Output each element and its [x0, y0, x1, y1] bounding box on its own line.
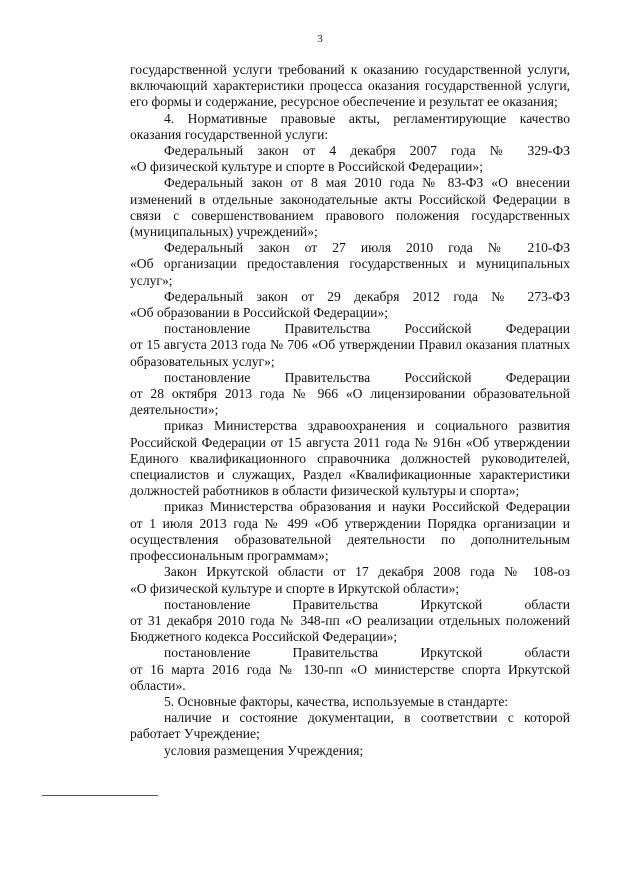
paragraph-line: осуществления образовательной деятельности по дополнительным — [130, 531, 570, 547]
paragraph-line: должностей работников в области физической культуры и спорта»; — [130, 483, 520, 499]
paragraph-line: оказания государственной услуги: — [130, 126, 329, 142]
paragraph-line: связи с совершенствованием правового положения государственных — [130, 207, 570, 223]
paragraph — [130, 175, 570, 240]
paragraph-line: наличие и состояние документации, в соответствии с которой — [164, 710, 570, 726]
paragraph-line: Федеральный закон от 29 декабря 2012 года № 273-ФЗ — [164, 288, 570, 304]
paragraph-line: приказ Министерства образования и науки Российской Федерации — [164, 499, 570, 515]
paragraph-line: Федеральный закон от 27 июля 2010 года № 210-ФЗ — [164, 240, 570, 256]
document-body — [130, 62, 570, 759]
paragraph-line: от 28 октября 2013 года № 966 «О лицензировании образовательной — [130, 386, 570, 402]
footnote-separator — [42, 795, 158, 796]
paragraph-line: области». — [130, 677, 186, 693]
paragraph-line: постановление Правительства Иркутской области — [164, 645, 570, 661]
paragraph-line: услуг»; — [130, 272, 173, 288]
paragraph — [130, 710, 570, 742]
paragraph-line: от 31 декабря 2010 года № 348-пп «О реализации отдельных положений — [130, 612, 570, 628]
paragraph-line: деятельности»; — [130, 402, 219, 418]
paragraph — [130, 743, 570, 759]
paragraph-line: профессиональным программам»; — [130, 548, 329, 564]
paragraph-line: приказ Министерства здравоохранения и социального развития — [164, 418, 570, 434]
paragraph-line: Единого квалификационного справочника должностей руководителей, — [130, 450, 570, 466]
paragraph-line: Федеральный закон от 4 декабря 2007 года № 329-ФЗ — [164, 143, 570, 159]
paragraph-line: от 15 августа 2013 года № 706 «Об утверждении Правил оказания платных — [130, 337, 570, 353]
paragraph-line: Закон Иркутской области от 17 декабря 2008 года № 108-оз — [164, 564, 570, 580]
paragraph-line: государственной услуги требований к оказанию государственной услуги, — [130, 62, 570, 77]
paragraph-line: условия размещения Учреждения; — [164, 742, 364, 758]
paragraph — [130, 597, 570, 646]
paragraph — [130, 645, 570, 694]
paragraph — [130, 499, 570, 564]
paragraph-line: Бюджетного кодекса Российской Федерации»; — [130, 629, 398, 645]
paragraph-line: 5. Основные факторы, качества, используемые в стандарте: — [164, 693, 509, 709]
paragraph-line: постановление Правительства Российской Федерации — [164, 369, 570, 385]
paragraph-line: 4. Нормативные правовые акты, регламентирующие качество — [164, 110, 570, 126]
paragraph — [130, 418, 570, 499]
paragraph — [130, 143, 570, 175]
paragraph-line: постановление Правительства Российской Федерации — [164, 321, 570, 337]
paragraph-line: его формы и содержание, ресурсное обеспечение и результат ее оказания; — [130, 94, 558, 110]
paragraph — [130, 321, 570, 370]
page-number: 3 — [317, 33, 323, 45]
paragraph — [130, 694, 570, 710]
paragraph-line: от 1 июля 2013 года № 499 «Об утверждении Порядка организации и — [130, 515, 570, 531]
paragraph — [130, 240, 570, 289]
paragraph — [130, 289, 570, 321]
paragraph-line: включающий характеристики процесса оказания государственной услуги, — [130, 78, 570, 94]
paragraph — [130, 62, 570, 111]
paragraph-line: изменений в отдельные законодательные акты Российской Федерации в — [130, 191, 570, 207]
paragraph-line: специалистов и служащих, Раздел «Квалификационные характеристики — [130, 467, 570, 483]
paragraph-line: от 16 марта 2016 года № 130-пп «О министерстве спорта Иркутской — [130, 661, 570, 677]
paragraph-line: работает Учреждение; — [130, 726, 260, 742]
paragraph-line: «Об образовании в Российской Федерации»; — [130, 305, 389, 321]
paragraph-line: «Об организации предоставления государственных и муниципальных — [130, 256, 570, 272]
paragraph-line: «О физической культуре и спорте в Иркутской области»; — [130, 580, 460, 596]
paragraph-line: «О физической культуре и спорте в Российской Федерации»; — [130, 159, 483, 175]
paragraph-line: Российской Федерации от 15 августа 2011 года № 916н «Об утверждении — [130, 434, 570, 450]
paragraph — [130, 564, 570, 596]
paragraph — [130, 111, 570, 143]
paragraph — [130, 370, 570, 419]
paragraph-line: постановление Правительства Иркутской области — [164, 596, 570, 612]
paragraph-line: (муниципальных) учреждений»; — [130, 224, 318, 240]
paragraph-line: Федеральный закон от 8 мая 2010 года № 83-ФЗ «О внесении — [164, 175, 570, 191]
paragraph-line: образовательных услуг»; — [130, 353, 275, 369]
